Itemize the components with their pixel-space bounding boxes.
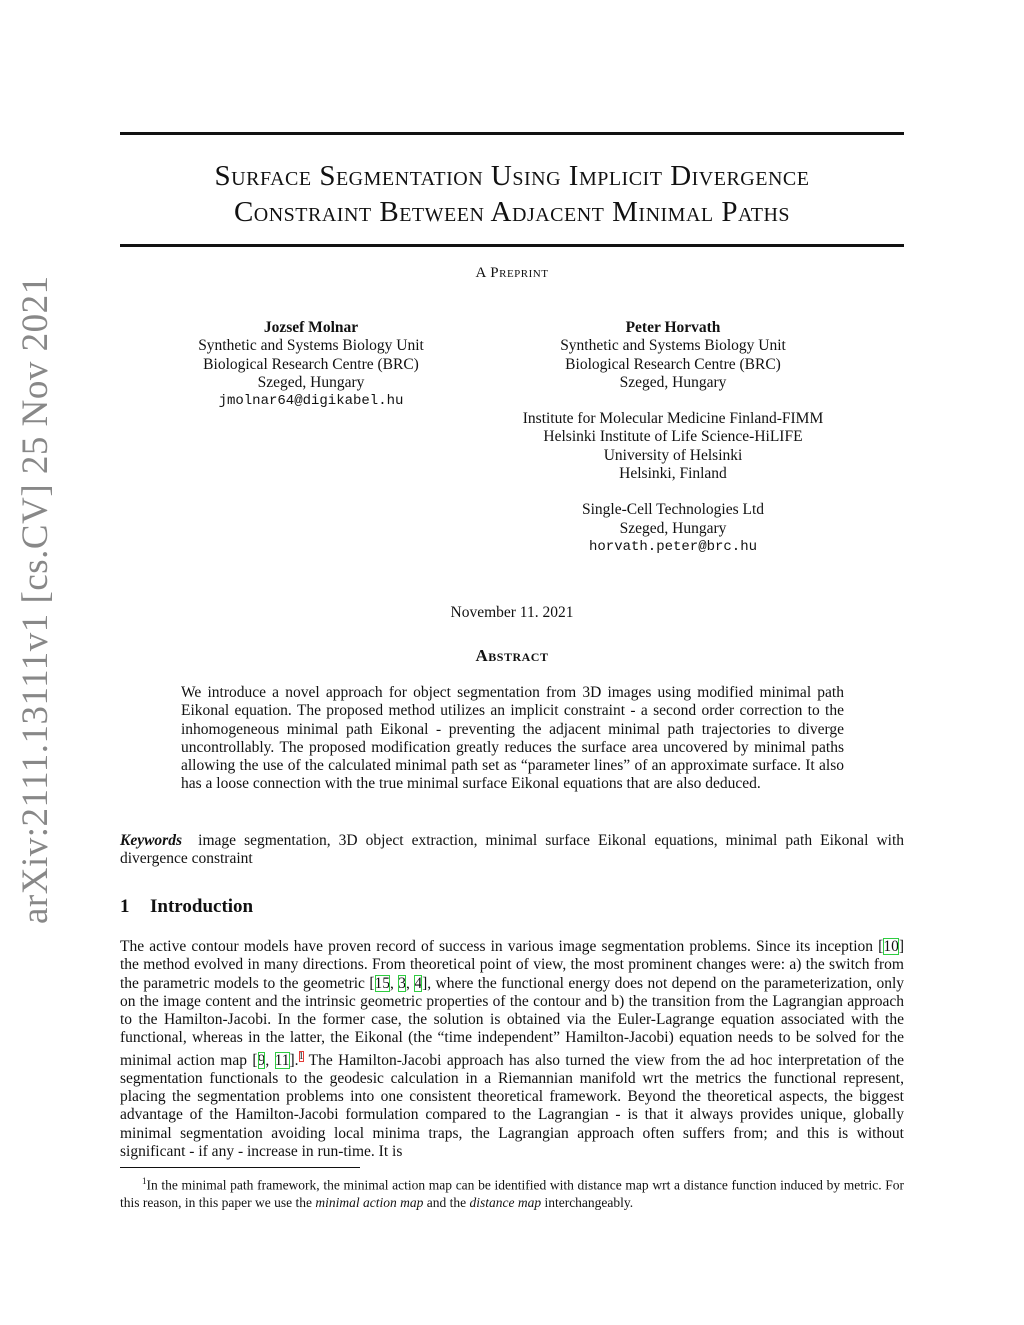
- author-name: Jozsef Molnar: [263, 319, 359, 336]
- body-paragraph: The active contour models have proven record of success in various image segmentation problems. Since its inception [10] the method evolved in many directions. From theoretical point of view, the most prominent changes were: a) the switch from the parametric models to the geometric [15, 3, 4], where the functional energy does not depend on the parameterization, only on the image content and the intrinsic geometric properties of the contour and b) the transition from the Lagrangian approach to the Hamilton-Jacobi. In the former case, the solution is obtained via the Euler-Lagrange equation associated with the functional, whereas in the latter, the Eikonal (the “time independent” Hamilton-Jacobi) equation needs to be solved for the minimal action map [9, 11].$^1$ The Hamilton-Jacobi approach has also turned the view from the ad hoc interpretation of the segmentation functionals to the geodesic calculation in a Riemannian manifold wrt the metrics the functional represent, placing the segmentation problems into one consistent theoretical framework. Beyond the theoretical aspects, the biggest advantage of the Hamilton-Jacobi formulation compared to the Lagrangian - is that it always provides unique, globally minimal segmentation avoiding local minima traps, the Lagrangian approach often suffers from; and this is without significant - if any - increase in run-time. It is: [120, 938, 905, 1160]
- footnote: [120, 1173, 904, 1211]
- preprint-label: A Preprint: [475, 265, 549, 281]
- author-affiliation: Szeged, Hungary: [619, 519, 727, 537]
- footnote-mark: 1: [141, 1176, 147, 1186]
- title-line-2: Constraint Between Adjacent Minimal Paths: [233, 196, 791, 228]
- author-affiliation: Institute for Molecular Medicine Finland-FIMM: [522, 410, 824, 428]
- title-bottom-rule: [120, 244, 904, 247]
- author-affiliation: Single-Cell Technologies Ltd: [581, 501, 765, 519]
- author-affiliation: Szeged, Hungary: [619, 373, 727, 391]
- section-number: 1: [120, 896, 130, 917]
- keywords: [120, 832, 904, 869]
- author-block-1: [180, 319, 442, 410]
- footnote-text: In the minimal path framework, the minimal action map can be identified with distance map wrt a distance function induced by metric. For this reason, in this paper we use the: [120, 1177, 905, 1210]
- abstract-text: We introduce a novel approach for object segmentation from 3D images using modified minimal path Eikonal equation. The proposed method utilizes an implicit constraint - a second order correction to the inhomogeneous minimal path Eikonal - preventing the adjacent minimal path trajectories to diverge uncontrollably. The proposed modification greatly reduces the surface area uncovered by minimal paths allowing the use of the calculated minimal path set as “parameter lines” of an approximate surface. It also has a loose connection with the true minimal surface Eikonal equations that are also deduced.: [181, 684, 844, 793]
- arxiv-sidebar-stamp: arXiv:2111.13111v1 [cs.CV] 25 Nov 2021: [15, 275, 56, 924]
- author-affiliation: Szeged, Hungary: [257, 373, 365, 391]
- paper-title: [120, 158, 904, 230]
- author-email[interactable]: jmolnar64@digikabel.hu: [218, 393, 404, 410]
- section-heading: [120, 896, 253, 918]
- body-text: the method evolved in many directions. From theoretical point of view, the most prominent changes were: a) the switch from the parametric models to the geometric: [120, 956, 904, 992]
- author-affiliation: Biological Research Centre (BRC): [565, 355, 781, 373]
- author-affiliation: Helsinki, Finland: [619, 465, 727, 483]
- citation-link[interactable]: 9: [257, 1051, 266, 1069]
- footnote-rule: [120, 1167, 360, 1168]
- footnote-text: and the: [423, 1194, 470, 1210]
- body-text: The Hamilton-Jacobi approach has also turned the view from the ad hoc interpretation of the segmentation functionals to the geodesic calculation in a Riemannian manifold wrt the metrics the functional represent, placing the segmentation problems into one consistent theoretical framework. Beyond the theoretical aspects, the biggest advantage of the Hamilton-Jacobi formulation compared to the Lagrangian - is that it always provides unique, globally minimal segmentation avoiding local minima traps, the Lagrangian approach often suffers from; and this is without significant - if any - increase in run-time. It is: [120, 1051, 904, 1160]
- footnote-emphasis: distance map: [469, 1194, 542, 1210]
- body-text: The active contour models have proven record of success in various image segmentation problems. Since its inception: [120, 938, 874, 955]
- title-line-1: Surface Segmentation Using Implicit Divergence: [214, 160, 810, 192]
- author-affiliation: Helsinki Institute of Life Science-HiLIFE: [543, 428, 803, 446]
- footnote-reference[interactable]: 1: [298, 1050, 304, 1062]
- citation-link[interactable]: 15: [374, 974, 390, 992]
- title-top-rule: [120, 132, 904, 135]
- paper-date: November 11. 2021: [450, 604, 574, 621]
- footnote-text: interchangeably.: [541, 1194, 634, 1210]
- citation-link[interactable]: 10: [883, 938, 899, 955]
- author-email[interactable]: horvath.peter@brc.hu: [588, 538, 758, 555]
- abstract-heading: Abstract: [475, 646, 549, 665]
- citation-link[interactable]: 11: [274, 1051, 290, 1069]
- citation-link[interactable]: 3: [398, 974, 407, 992]
- author-affiliation: University of Helsinki: [603, 446, 743, 464]
- keywords-label: Keywords: [120, 832, 182, 849]
- author-affiliation: Synthetic and Systems Biology Unit: [560, 337, 786, 355]
- author-name: Peter Horvath: [625, 319, 721, 336]
- footnote-emphasis: minimal action map: [315, 1194, 424, 1210]
- citation-link[interactable]: 4: [414, 974, 423, 992]
- section-title: Introduction: [150, 896, 254, 917]
- keywords-text: image segmentation, 3D object extraction, minimal surface Eikonal equations, minimal path Eikonal with divergence constraint: [120, 832, 904, 868]
- author-affiliation: Synthetic and Systems Biology Unit: [198, 337, 424, 355]
- author-block-2: [500, 319, 846, 556]
- body-text: , where the functional energy does not depend on the parameterization, only on the image content and the intrinsic geometric properties of the contour and b) the transition from the Lagrangian approach to the Hamilton-Jacobi. In the former case, the solution is obtained via the Euler-Lagrange equation associated with the functional, whereas in the latter, the Eikonal (the “time independent” Hamilton-Jacobi) equation needs to be solved for the minimal action map: [120, 974, 905, 1069]
- author-affiliation: Biological Research Centre (BRC): [203, 355, 419, 373]
